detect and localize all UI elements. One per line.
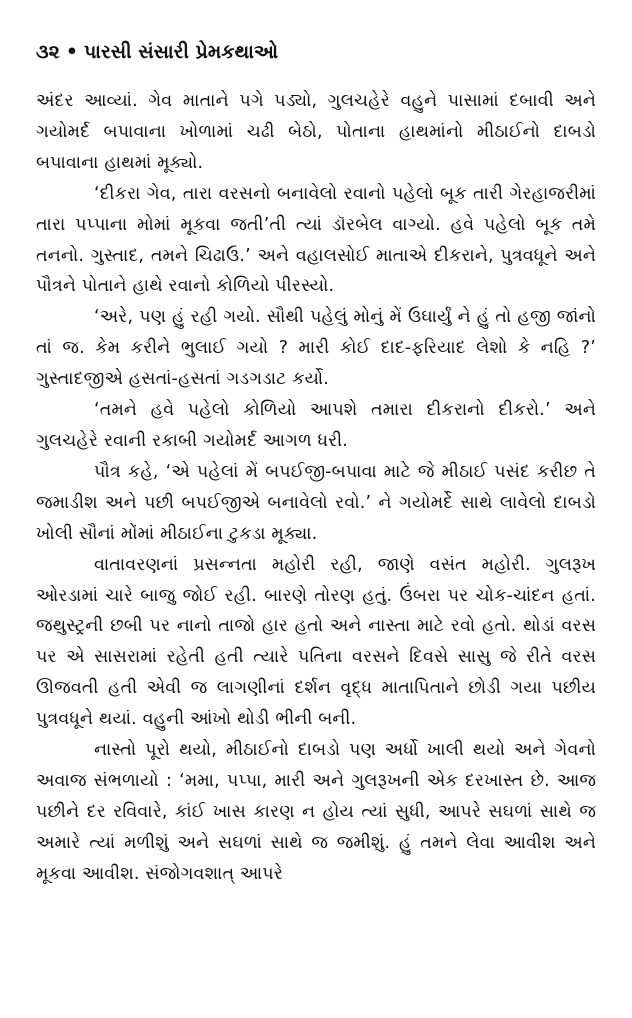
paragraph-1: અંદર આવ્યાં. ગેવ માતાને પગે પડ્યો, ગુલચહેરે વહુને પાસામાં દબાવી અને ગયોમર્દ બપાવાના ખોળામાં ચઢી બેઠો, પોતાના હાથમાંનો મીઠાઈનો દાબડો બપાવાના હાથમાં મૂક્યો. <box>36 91 596 173</box>
book-title: પારસી સંસારી પ્રેમકથાઓ <box>83 41 279 63</box>
paragraph-7: નાસ્તો પૂરો થયો, મીઠાઈનો દાબડો પણ અર્ધો ખાલી થયો અને ગેવનો અવાજ સંભળાયો : ‘મમા, પપ્પા, મારી અને ગુલરૂખની એક દરખાસ્ત છે. આજ પછીને દર રવિવારે, કાંઈ ખાસ કારણ ન હોય ત્યાં સુધી, આપરે સઘળાં સાથે જ અમારે ત્યાં મળીશું અને સઘળાં સાથે જ જમીશું. હું તમને લેવા આવીશ અને મૂકવા આવીશ. સંજોગવશાત્ આપરે <box>36 740 596 884</box>
body-text <box>36 86 596 890</box>
paragraph-6: વાતાવરણનાં પ્રસન્નતા મહોરી રહી, જાણે વસંત મહોરી. ગુલરૂખ ઓરડામાં ચારે બાજુ જોઈ રહી. બારણે તોરણ હતું. ઉંબરા પર ચોક-ચાંદન હતાં. જથુસ્ટ્રની છબી પર નાનો તાજો હાર હતો અને નાસ્તા માટે રવો હતો. થોડાં વરસ પર એ સાસરામાં રહેતી હતી ત્યારે પતિના વરસને દિવસે સાસુ જે રીતે વરસ ઊજવતી હતી એવી જ લાગણીનાં દર્શન વૃદ્ધ માતાપિતાને છોડી ગયા પછીય પુત્રવધૂને થયાં. વહુની આંખો થોડી ભીની બની. <box>36 554 596 730</box>
paragraph-2: ‘દીકરા ગેવ, તારા વરસનો બનાવેલો રવાનો પહેલો બૂક તારી ગેરહાજરીમાં તારા પપ્પાના મોમાં મૂકવા જતી’તી ત્યાં ડૉરબેલ વાગ્યો. હવે પહેલો બૂક તમે તનનો. ગુસ્તાદ, તમને ચિઢાઉ.’ અને વહાલસોઈ માતાએ દીકરાને, પુત્રવધૂને અને પૌત્રને પોતાને હાથે રવાનો કોળિયો પીરસ્યો. <box>36 183 596 297</box>
page-number: ૩૨ <box>36 41 60 63</box>
running-header <box>36 38 596 66</box>
bullet-separator: • <box>65 41 78 63</box>
paragraph-4: ‘તમને હવે પહેલો કોળિયો આપશે તમારા દીકરાનો દીકરો.’ અને ગુલચહેરે રવાની રકાબી ગયોમર્દ આગળ ધરી. <box>36 400 596 451</box>
paragraph-5: પૌત્ર કહે, ‘એ પહેલાં મેં બપઈજી-બપાવા માટે જે મીઠાઈ પસંદ કરીછ તે જમાડીશ અને પછી બપઈજીએ બનાવેલો રવો.’ ને ગયોમર્દે સાથે લાવેલો દાબડો ખોલી સૌનાં મોંમાં મીઠાઈના ટુકડા મૂક્યા. <box>36 461 596 544</box>
paragraph-3: ‘અરે, પણ હું રહી ગયો. સૌથી પહેલું મોનું મેં ઉઘાર્યું ને હું તો હજી જાંનો તાં જ. કેમ કરીને ભુલાઈ ગયો ? મારી કોઈ દાદ-ફરિયાદ લેશો કે નહિ ?’ ગુસ્તાદજીએ હસતાં-હસતાં ગડગડાટ કર્યો. <box>36 307 596 390</box>
